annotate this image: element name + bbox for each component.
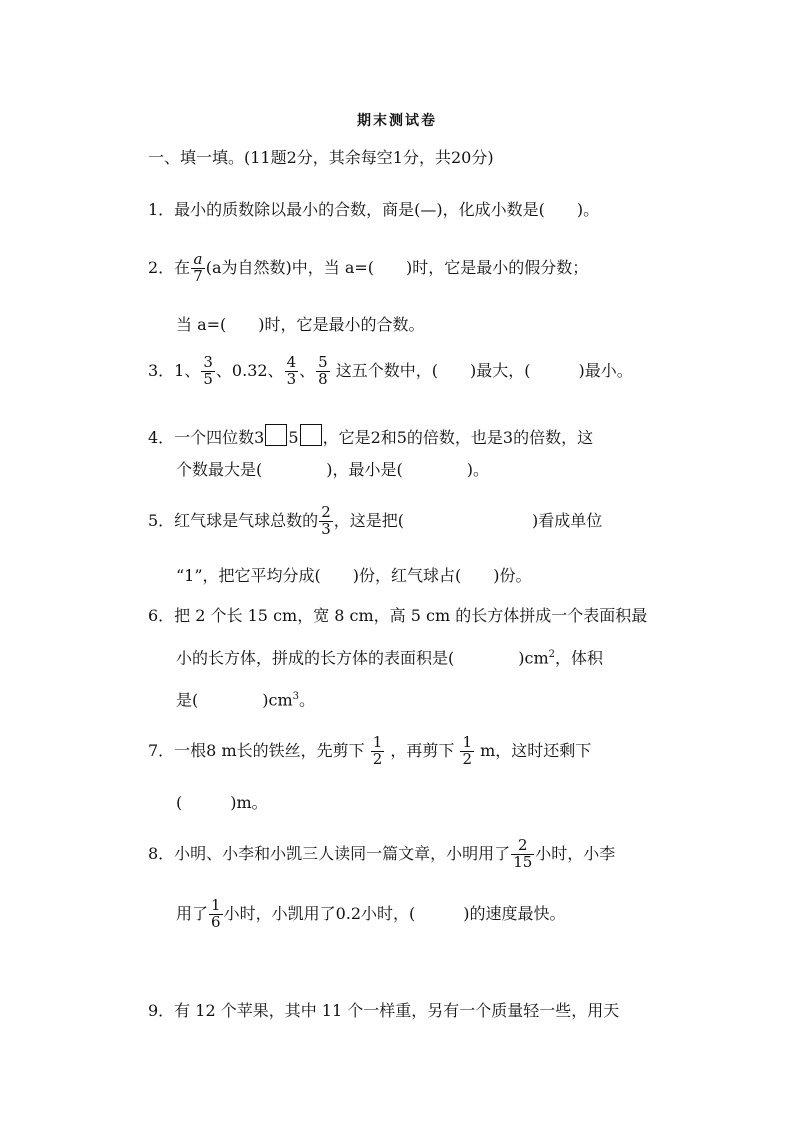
q3-fraction-3	[316, 355, 330, 388]
q3-f3-num: 5	[318, 353, 328, 371]
q3-f3-den: 8	[318, 369, 328, 388]
q2-frac-num: a	[191, 252, 205, 269]
q3-fraction-1	[201, 355, 215, 388]
q2-fraction	[191, 252, 205, 285]
question-7-line-2: ( )m。	[176, 793, 268, 812]
question-7-line-1	[148, 735, 591, 768]
question-4-line-2: 个数最大是( )，最小是( )。	[176, 460, 489, 479]
question-6-line-3	[176, 692, 315, 708]
question-5-line-2: “1”，把它平均分成( )份，红气球占( )份。	[176, 566, 532, 585]
question-4-line-1	[148, 424, 593, 446]
q4-part3: ，它是2和5的倍数，也是3的倍数，这	[322, 428, 594, 447]
q5-rest: ，这是把( )看成单位	[333, 510, 603, 530]
q7-rest: m，这时还剩下	[475, 740, 592, 760]
q6-line3-sup: 3	[292, 691, 299, 702]
question-6-line-1: 6．把 2 个长 15 cm，宽 8 cm，高 5 cm 的长方体拼成一个表面积最	[148, 606, 648, 625]
q4-part2: 5	[288, 428, 299, 447]
question-1: 1．最小的质数除以最小的合数，商是(—)，化成小数是( )。	[148, 200, 600, 219]
q3-fraction-2	[285, 355, 299, 388]
q3-f2-den: 3	[286, 369, 297, 388]
q5-frac-den: 3	[321, 519, 331, 538]
q8-f2-num: 1	[211, 896, 221, 914]
q3-f1-num: 3	[203, 353, 213, 371]
q5-frac-num: 2	[321, 503, 331, 521]
question-8-line-2	[176, 898, 566, 931]
q8-fraction-1	[511, 838, 534, 871]
question-3	[148, 355, 633, 388]
q8-fraction-2	[209, 898, 223, 931]
q5-prefix: 5．红气球是气球总数的	[148, 510, 319, 530]
q2-frac-den: 7	[193, 266, 203, 285]
q7-f1-den: 2	[372, 749, 383, 768]
q8-f1-num: 2	[511, 838, 534, 855]
q7-f2-den: 2	[462, 749, 472, 768]
q3-sep: 、	[299, 360, 316, 380]
q7-fraction-1	[371, 735, 385, 768]
q7-mid: ，再剪下	[385, 740, 460, 760]
q6-line3-b: 。	[299, 690, 316, 710]
question-2-line-1	[148, 252, 588, 285]
question-6-line-2	[176, 650, 603, 666]
page-title: 期末测试卷	[357, 113, 437, 129]
q3-prefix: 3．1、	[148, 360, 201, 380]
q3-mid: 、0.32、	[215, 360, 284, 380]
q7-f2-num: 1	[462, 733, 472, 751]
q7-fraction-2	[460, 735, 474, 768]
q8-f1-den: 15	[513, 852, 533, 871]
q5-fraction	[319, 505, 333, 538]
q8-line2-rest: 小时，小凯用了0.2小时，( )的速度最快。	[223, 903, 566, 923]
q8-f2-den: 6	[211, 912, 221, 931]
q6-line2-sup: 2	[548, 649, 555, 660]
q8-rest: 小时，小李	[535, 843, 616, 863]
question-9: 9．有 12 个苹果，其中 11 个一样重，另有一个质量轻一些，用天	[148, 1001, 620, 1020]
question-5-line-1	[148, 505, 602, 538]
section-heading: 一、填一填。(11题2分，其余每空1分，共20分)	[148, 148, 494, 167]
q6-line2-a: 小的长方体，拼成的长方体的表面积是( )cm	[176, 648, 549, 668]
q8-line2-prefix: 用了	[176, 903, 209, 923]
q6-line2-b: ，体积	[555, 648, 604, 668]
q2-rest: (a为自然数)中，当 a=( )时，它是最小的假分数；	[205, 257, 589, 277]
question-2-line-2: 当 a=( )时，它是最小的合数。	[176, 315, 425, 334]
q3-rest: 这五个数中，( )最大，( )最小。	[330, 360, 633, 380]
digit-box[interactable]	[300, 424, 322, 446]
q8-prefix: 8．小明、小李和小凯三人读同一篇文章，小明用了	[148, 843, 511, 863]
digit-box[interactable]	[265, 424, 287, 446]
q6-line3-a: 是( )cm	[176, 690, 293, 710]
q7-prefix: 7．一根8 m长的铁丝，先剪下	[148, 740, 370, 760]
q2-prefix: 2．在	[148, 257, 191, 277]
q7-f1-num: 1	[372, 733, 383, 751]
question-8-line-1	[148, 838, 615, 871]
q3-f2-num: 4	[286, 353, 297, 371]
q3-f1-den: 5	[203, 369, 213, 388]
q4-part1: 4．一个四位数3	[148, 428, 265, 447]
